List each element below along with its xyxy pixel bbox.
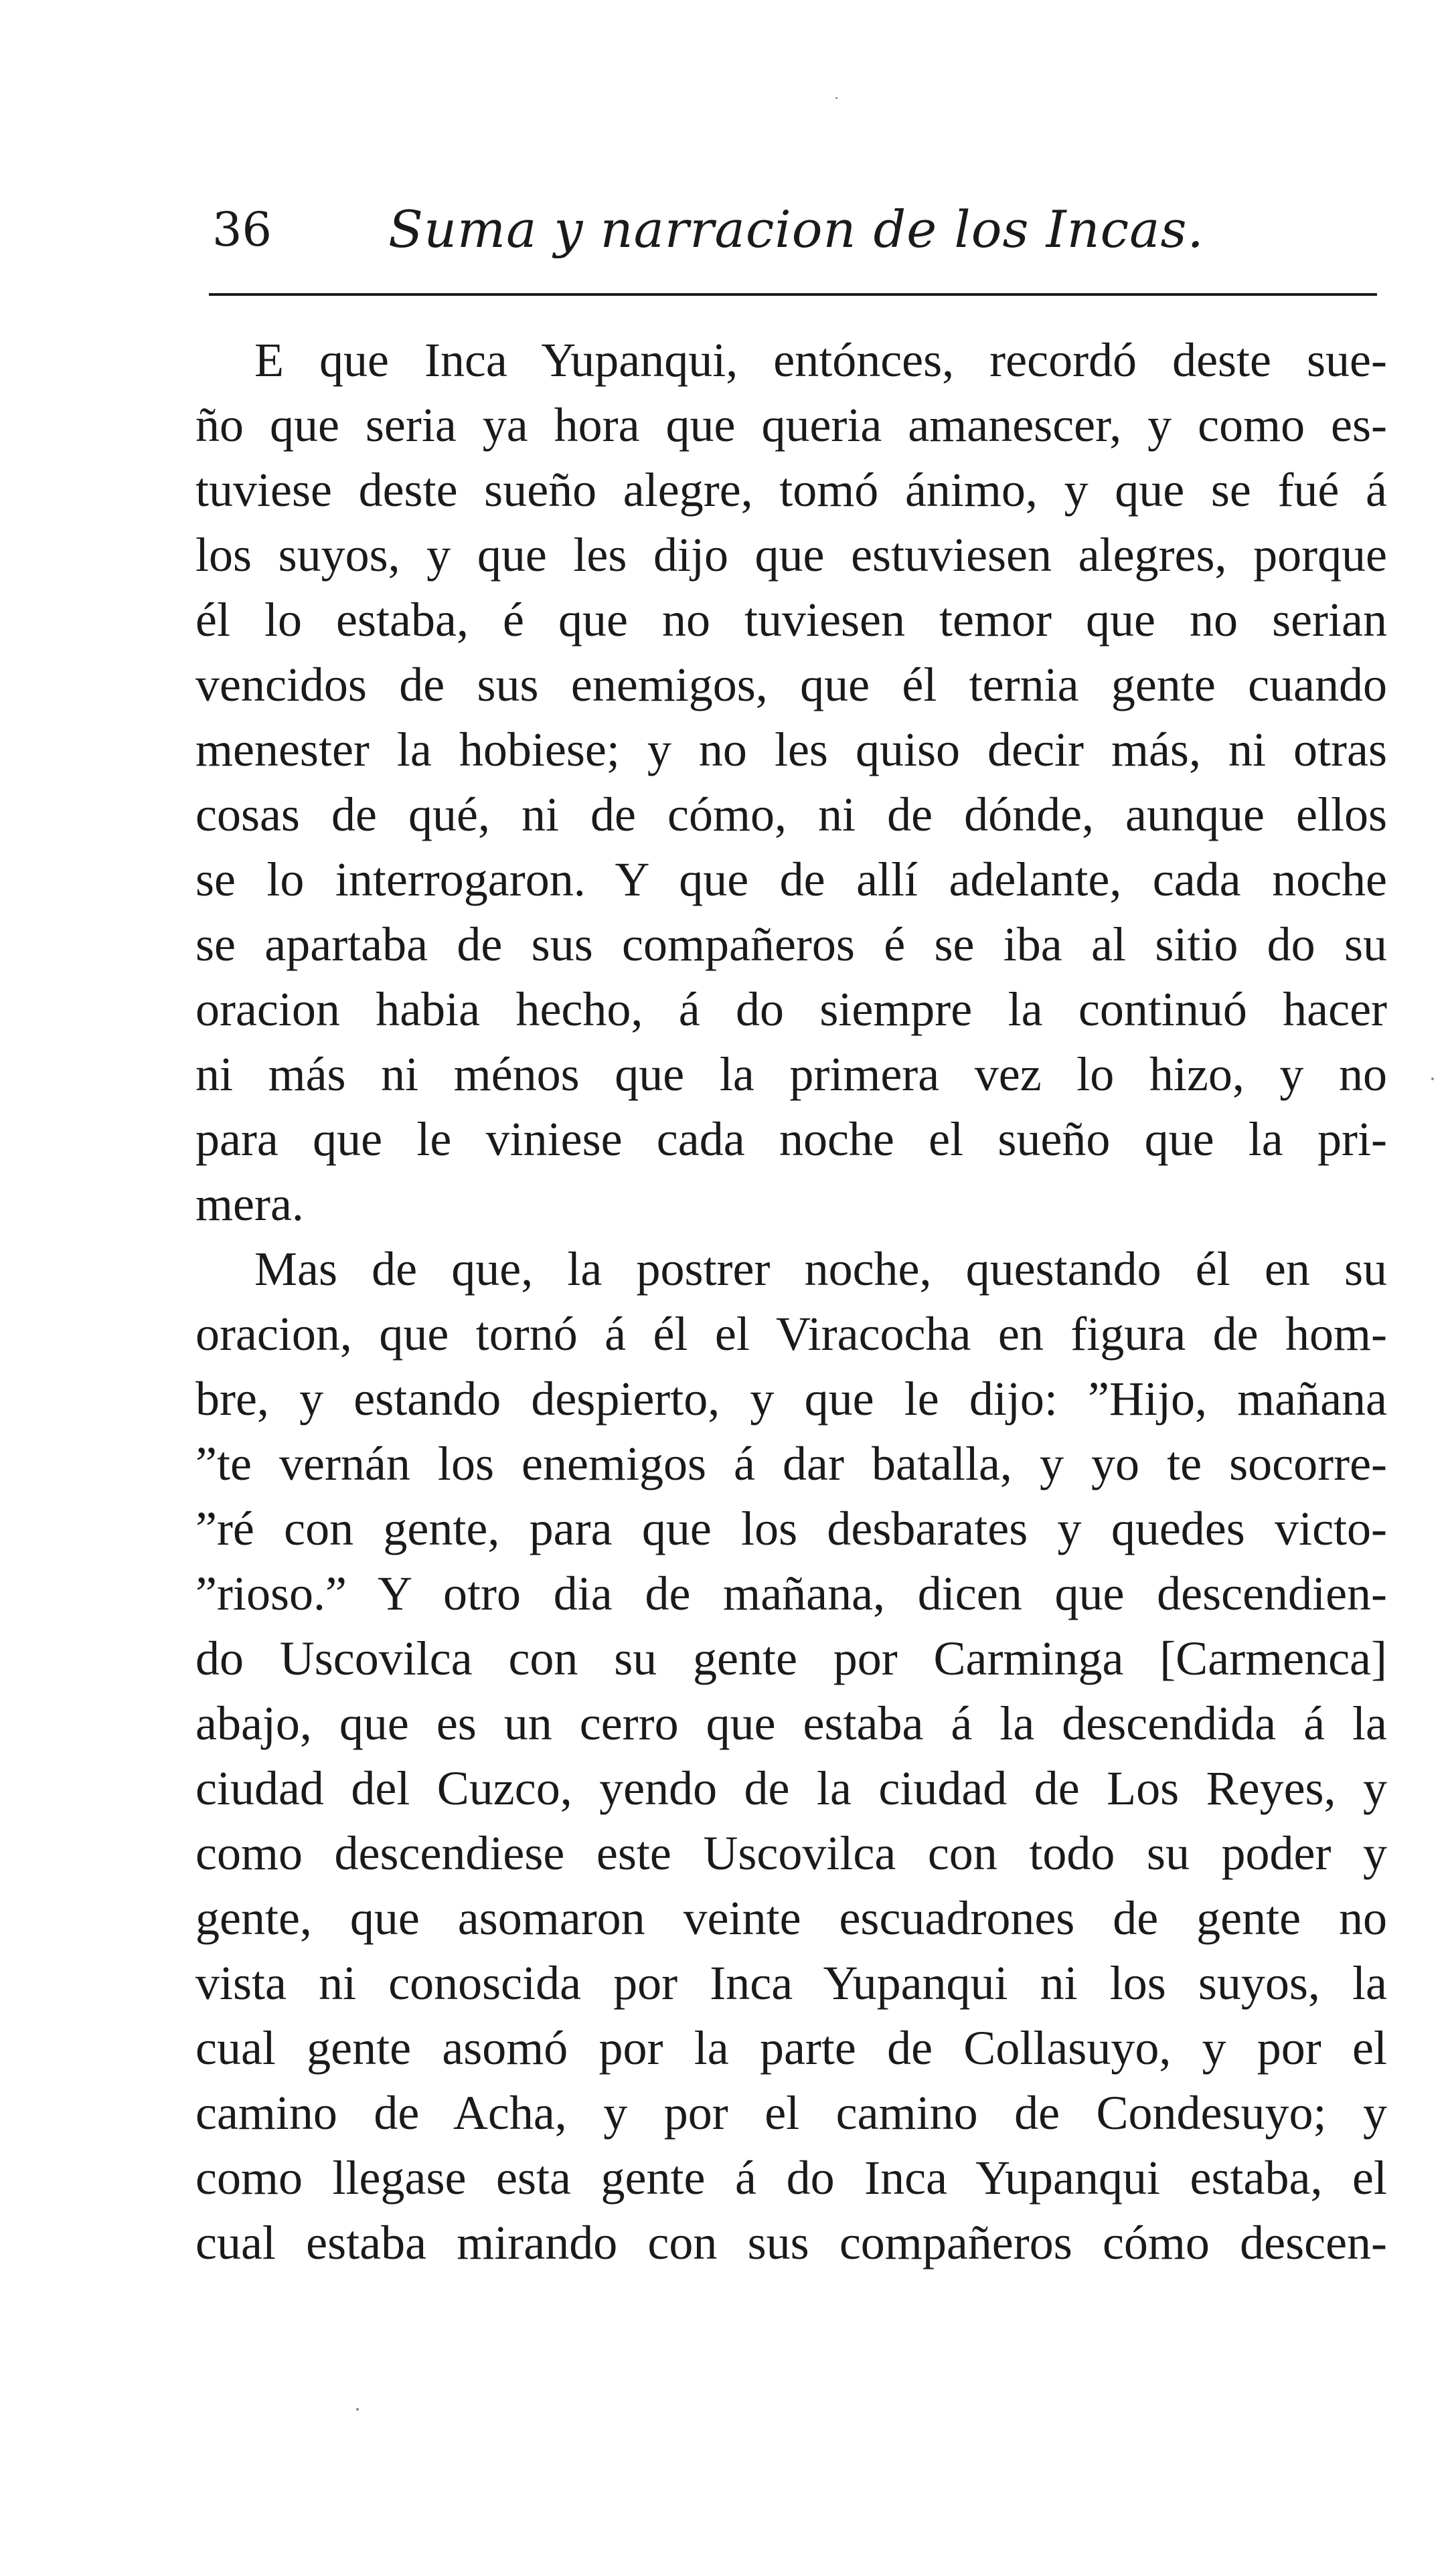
paragraph-2	[195, 1237, 1387, 2276]
text-line: ni más ni ménos que la primera vez lo hizo, y no	[195, 1047, 1387, 1101]
text-line: como descendiese este Uscovilca con todo su poder y	[195, 1826, 1387, 1880]
text-line: él lo estaba, é que no tuviesen temor que no serian	[195, 593, 1387, 647]
paragraph-1	[195, 328, 1387, 1237]
text-line: se apartaba de sus compañeros é se iba al sitio do su	[195, 918, 1387, 971]
text-line: abajo, que es un cerro que estaba á la descendida á la	[195, 1697, 1387, 1750]
text-line: cual estaba mirando con sus compañeros cómo descen-	[195, 2216, 1387, 2269]
text-line: ciudad del Cuzco, yendo de la ciudad de Los Reyes, y	[195, 1762, 1387, 1815]
text-line: E que Inca Yupanqui, entónces, recordó deste sue-	[254, 333, 1387, 387]
running-header	[212, 193, 1374, 266]
paper-speck	[1431, 1078, 1434, 1080]
text-line: Mas de que, la postrer noche, questando él en su	[254, 1242, 1387, 1296]
text-line: vencidos de sus enemigos, que él ternia gente cuando	[195, 658, 1387, 711]
text-line: los suyos, y que les dijo que estuviesen alegres, porque	[195, 528, 1387, 582]
text-line: gente, que asomaron veinte escuadrones de gente no	[195, 1891, 1387, 1945]
text-line: menester la hobiese; y no les quiso decir más, ni otras	[195, 723, 1387, 776]
text-line: cual gente asomó por la parte de Collasuyo, y por el	[195, 2021, 1387, 2075]
text-line: ño que seria ya hora que queria amanescer, y como es-	[195, 398, 1387, 452]
text-line: oracion, que tornó á él el Viracocha en figura de hom-	[195, 1307, 1387, 1361]
text-line: ”rioso.” Y otro dia de mañana, dicen que descendien-	[195, 1567, 1387, 1620]
text-line: tuviese deste sueño alegre, tomó ánimo, y que se fué á	[195, 463, 1387, 517]
text-line: camino de Acha, y por el camino de Condesuyo; y	[195, 2086, 1387, 2140]
body-text	[195, 328, 1387, 2276]
text-line: oracion habia hecho, á do siempre la continuó hacer	[195, 982, 1387, 1036]
text-line: bre, y estando despierto, y que le dijo: ”Hijo, mañana	[195, 1372, 1387, 1426]
header-rule	[209, 293, 1377, 296]
text-line: do Uscovilca con su gente por Carminga [Carmenca]	[195, 1632, 1387, 1685]
running-title: Suma y narracion de los Incas.	[388, 199, 1204, 259]
text-line: mera.	[195, 1177, 304, 1231]
text-line: vista ni conoscida por Inca Yupanqui ni los suyos, la	[195, 1956, 1387, 2010]
text-line: para que le viniese cada noche el sueño que la pri-	[195, 1112, 1387, 1166]
text-line: ”te vernán los enemigos á dar batalla, y yo te socorre-	[195, 1437, 1387, 1490]
paper-speck	[835, 97, 837, 99]
page-number: 36	[212, 202, 272, 257]
text-line: como llegase esta gente á do Inca Yupanqui estaba, el	[195, 2151, 1387, 2205]
text-line: ”ré con gente, para que los desbarates y quedes victo-	[195, 1502, 1387, 1555]
paper-speck	[356, 2408, 359, 2411]
text-line: se lo interrogaron. Y que de allí adelante, cada noche	[195, 853, 1387, 906]
text-line: cosas de qué, ni de cómo, ni de dónde, aunque ellos	[195, 788, 1387, 841]
